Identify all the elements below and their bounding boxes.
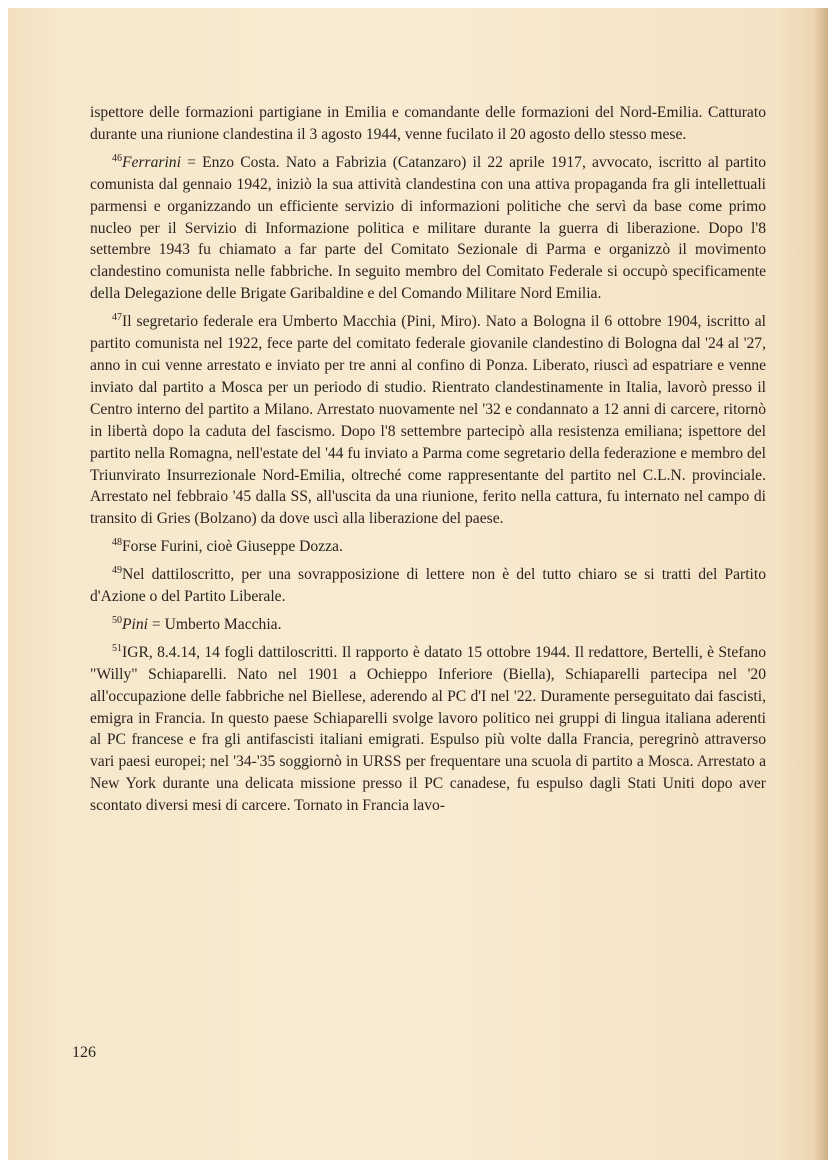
footnote-49 xyxy=(90,564,766,608)
footnote-47 xyxy=(90,311,766,530)
footnote-number: 46 xyxy=(112,152,122,164)
footnote-text: ispettore delle formazioni partigiane in Emilia e comandante delle formazioni del Nord-Emilia. Catturato durante una riunione clandestina il 3 agosto 1944, venne fucilato il 20 agosto dello stesso mese. xyxy=(90,104,766,143)
footnote-number: 47 xyxy=(112,311,122,323)
footnotes-text xyxy=(90,102,766,823)
footnote-text: = Enzo Costa. Nato a Fabrizia (Catanzaro) il 22 aprile 1917, avvocato, iscritto al partito comunista dal gennaio 1942, iniziò la sua attività clandestina con una attiva propaganda fra gli intellettuali parmensi e organizzando un efficiente servizio di informazioni politiche che servì da base come primo nucleo per il Servizio di Informazione politica e militare durante la guerra di liberazione. Dopo l'8 settembre 1943 fu chiamato a far parte del Comitato Sezionale di Parma e organizzò il movimento clandestino comunista nelle fabbriche. In seguito membro del Comitato Federale si occupò specificamente della Delegazione delle Brigate Garibaldine e del Comando Militare Nord Emilia. xyxy=(90,153,766,303)
footnote-text: Forse Furini, cioè Giuseppe Dozza. xyxy=(122,538,343,556)
footnote-48 xyxy=(90,536,766,558)
footnote-number: 48 xyxy=(112,537,122,549)
footnote-pseudonym: Ferrarini xyxy=(122,153,181,171)
footnote-50 xyxy=(90,614,766,636)
footnote-number: 51 xyxy=(112,642,122,654)
footnote-text: Il segretario federale era Umberto Macchia (Pini, Miro). Nato a Bologna il 6 ottobre 1904, iscritto al partito comunista nel 1922, fece parte del comitato federale giovanile clandestino di Bologna dal '24 al '27, anno in cui venne arrestato e inviato per tre anni al confino di Ponza. Liberato, riuscì ad espatriare e venne inviato dal partito a Mosca per un periodo di studio. Rientrato clandestinamente in Italia, lavorò presso il Centro interno del partito a Milano. Arrestato nuovamente nel '32 e condannato a 12 anni di carcere, ritornò in libertà dopo la caduta del fascismo. Dopo l'8 settembre partecipò alla resistenza emiliana; ispettore del partito nella Romagna, nell'estate del '44 fu inviato a Parma come segretario della federazione e membro del Triunvirato Insurrezionale Nord-Emilia, oltreché come rappresentante del partito nel C.L.N. provinciale. Arrestato nel febbraio '45 dalla SS, all'uscita da una riunione, ferito nella cattura, fu internato nel campo di transito di Gries (Bolzano) da dove uscì alla liberazione del paese. xyxy=(90,313,766,528)
footnote-51 xyxy=(90,642,766,817)
footnote-text: = Umberto Macchia. xyxy=(148,615,282,633)
footnote-number: 50 xyxy=(112,614,122,626)
page-number: 126 xyxy=(72,1044,96,1061)
footnote-pseudonym: Pini xyxy=(122,615,148,633)
scanned-page xyxy=(8,8,828,1160)
footnote-text: Nel dattiloscritto, per una sovrapposizione di lettere non è del tutto chiaro se si tratti del Partito d'Azione o del Partito Liberale. xyxy=(90,566,766,606)
page-edge-shadow xyxy=(814,8,828,1160)
footnote-continued xyxy=(90,102,766,146)
footnote-number: 49 xyxy=(112,564,122,576)
footnote-text: IGR, 8.4.14, 14 fogli dattiloscritti. Il rapporto è datato 15 ottobre 1944. Il redattore, Bertelli, è Stefano "Willy" Schiaparelli. Nato nel 1901 a Ochieppo Inferiore (Biella), Schiaparelli partecipa nel '20 all'occupazione delle fabbriche nel Biellese, aderendo al PC d'I nel '22. Duramente perseguitato dai fascisti, emigra in Francia. In questo paese Schiaparelli svolge lavoro politico nei gruppi di lingua italiana aderenti al PC francese e fra gli antifascisti italiani emigrati. Espulso più volte dalla Francia, peregrinò attraverso vari paesi europei; nel '34-'35 soggiornò in URSS per frequentare una scuola di partito a Mosca. Arrestato a New York durante una delicata missione presso il PC canadese, fu espulso dagli Stati Uniti dopo aver scontato diversi mesi di carcere. Tornato in Francia lavo- xyxy=(90,643,766,815)
footnote-46 xyxy=(90,152,766,305)
